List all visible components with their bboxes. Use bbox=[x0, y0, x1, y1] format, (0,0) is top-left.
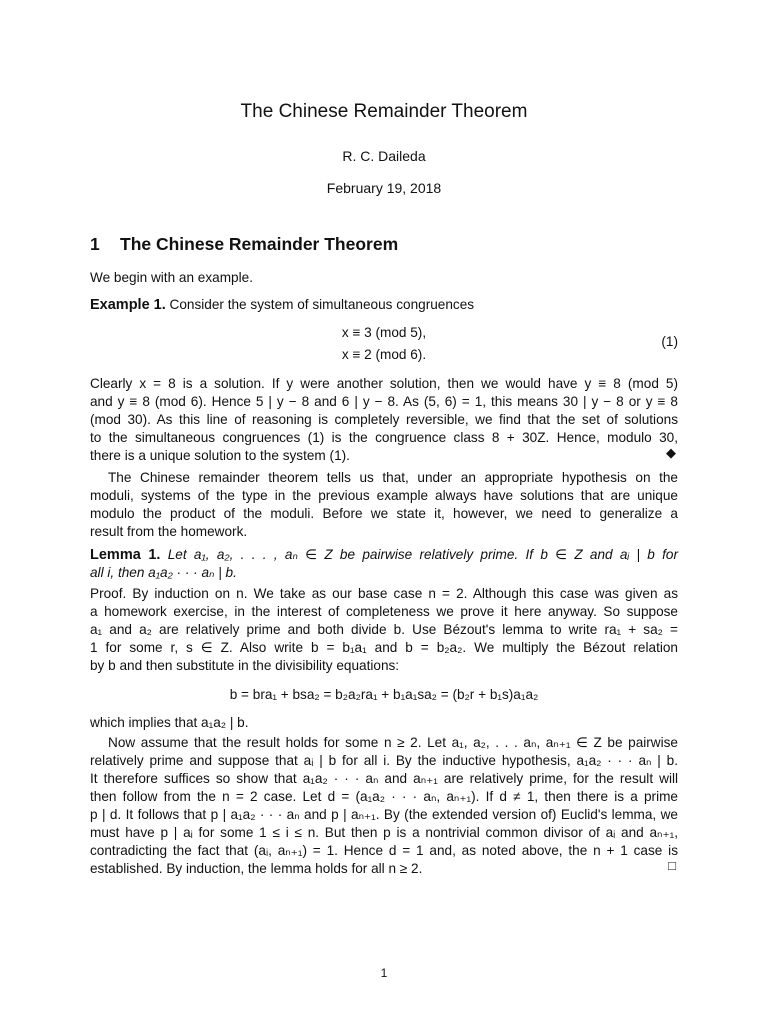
diamond-end-icon: ◆ bbox=[666, 445, 676, 460]
lemma-statement bbox=[90, 546, 678, 582]
crt-intro-paragraph: The Chinese remainder theorem tells us that, under an appropriate hypothesis on the moduli, systems of the type in the previous example always have solutions that are unique modulo the product of the moduli. Before we state it, however, we need to generalize a result from the homework. bbox=[90, 470, 678, 539]
page-number: 1 bbox=[380, 966, 388, 980]
proof-paragraph: Proof. By induction on n. We take as our base case n = 2. Although this case was given as a homework exercise, in the interest of completeness we prove it here anyway. So suppose a₁ and a₂ are relatively prime and both divide b. Use Bézout's lemma to write ra₁ + sa₂ = 1 for some r, s ∈ Z. Also write b = b₁a₁ and b = b₂a₂. We multiply the Bézout relation by b and then substitute in the divisibility equations: bbox=[90, 586, 678, 673]
section-heading bbox=[90, 234, 398, 255]
display-equation: b = bra₁ + bsa₂ = b₂a₂ra₁ + b₁a₁sa₂ = (b₂r + b₁s)a₁a₂ bbox=[229, 687, 539, 702]
induction-paragraph: Now assume that the result holds for some n ≥ 2. Let a₁, a₂, . . . aₙ, aₙ₊₁ ∈ Z be pairwise relatively prime and suppose that aᵢ | b for all i. By the inductive hypothesis, a₁a₂ · · · aₙ | b. It therefore suffices so show that a₁a₂ · · · aₙ and aₙ₊₁ are relatively prime, for the result will then follow from the n = 2 case. Let d = (a₁a₂ · · · aₙ, aₙ₊₁). If d ≠ 1, then there is a prime p | d. It follows that p | a₁a₂ · · · aₙ and p | aₙ₊₁. By (the extended version of) Euclid's lemma, we must have p | aᵢ for some 1 ≤ i ≤ n. But then p is a nontrivial common divisor of aᵢ and aₙ₊₁, contradicting the fact that (aᵢ, aₙ₊₁) = 1. Hence d = 1 and, as noted above, the n + 1 case is established. By induction, the lemma holds for all n ≥ 2. bbox=[90, 735, 678, 876]
equation-number: (1) bbox=[661, 334, 678, 349]
lemma-line-1: Let a₁, a₂, . . . , aₙ ∈ Z be pairwise relatively prime. If b ∈ Z and aᵢ | b for bbox=[167, 547, 678, 562]
document-title: The Chinese Remainder Theorem bbox=[240, 101, 528, 122]
document-date: February 19, 2018 bbox=[326, 180, 442, 196]
intro-paragraph: We begin with an example. bbox=[90, 270, 253, 285]
congruence-2: x ≡ 2 (mod 6). bbox=[341, 347, 427, 362]
lemma-line-2: all i, then a₁a₂ · · · aₙ | b. bbox=[90, 565, 237, 580]
congruence-1: x ≡ 3 (mod 5), bbox=[341, 325, 427, 340]
section-title: The Chinese Remainder Theorem bbox=[120, 234, 399, 254]
example-statement bbox=[90, 296, 678, 314]
implies-line: which implies that a₁a₂ | b. bbox=[90, 715, 249, 730]
example-solution-paragraph: Clearly x = 8 is a solution. If y were another solution, then we would have y ≡ 8 (mod 5) and y ≡ 8 (mod 6). Hence 5 | y − 8 and 6 | y − 8. As (5, 6) = 1, this means 30 | y − 8 or y ≡ 8 (mod 30). As this line of reasoning is completely reversible, we find that the set of solutions to the simultaneous congruences (1) is the congruence class 8 + 30Z. Hence, modulo 30, there is a unique solution to the system (1). bbox=[90, 376, 678, 463]
document-author: R. C. Daileda bbox=[342, 148, 426, 164]
lemma-label: Lemma 1. bbox=[90, 547, 161, 563]
qed-square-icon: □ bbox=[668, 858, 676, 873]
section-number: 1 bbox=[90, 234, 100, 254]
example-label: Example 1. bbox=[90, 297, 166, 313]
example-text: Consider the system of simultaneous congruences bbox=[169, 297, 475, 312]
congruence-system bbox=[90, 322, 678, 366]
